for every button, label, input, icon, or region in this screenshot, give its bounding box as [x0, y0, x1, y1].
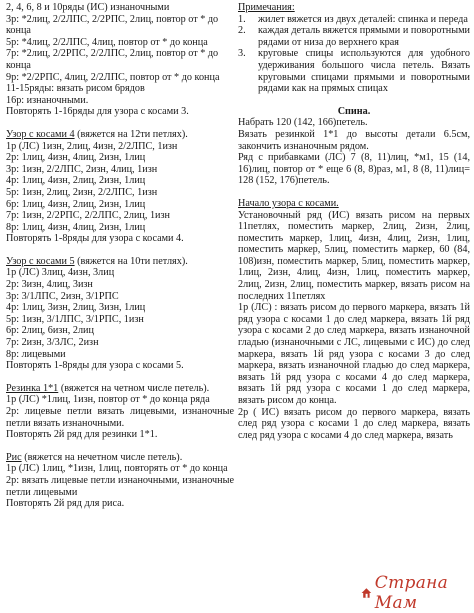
pattern-row-line: 5р: *4лиц, 2/2ЛПС, 4лиц, повтор от * до конца	[6, 36, 208, 48]
section-title-ris: Рис	[6, 451, 22, 463]
pattern-row-line: 1р (ЛС) 1изн, 2лиц, 4изн, 2/2ЛПС, 1изн	[6, 140, 178, 152]
note-item	[238, 25, 470, 48]
right-column	[238, 2, 470, 441]
pattern-row-line: 6р: 2лиц, 6изн, 2лиц	[6, 325, 94, 337]
pattern-row-line: 6р: 1лиц, 4изн, 2лиц, 2изн, 1лиц	[6, 198, 146, 210]
pattern-3-rows	[6, 2, 234, 118]
section-title-kosy-5: Узор с косами 5	[6, 255, 75, 267]
note-text: жилет вяжется из двух деталей: спинка и переда	[258, 13, 468, 25]
pattern-row-line: Повторять 1-16ряды для узора с косами 3.	[6, 106, 189, 118]
left-column	[6, 2, 234, 510]
pattern-row-line: 8р: 1лиц, 4изн, 4лиц, 2изн, 1лиц	[6, 221, 146, 233]
spinka-text	[238, 117, 470, 187]
pattern-row-line: 2, 4, 6, 8 и 10ряды (ИС) изнаночными	[6, 2, 170, 13]
pattern-row-line: 3р: *2лиц, 2/2ЛПС, 2/2РПС, 2лиц, повтор от * до конца	[6, 13, 219, 37]
section-title-spinka: Спина.	[337, 105, 371, 117]
pattern-row-line: Повторять 2й ряд для резинки 1*1.	[6, 429, 158, 441]
paragraph: 1р (ЛС) : вязать рисом до первого маркера, вязать 1й ряд узора с косами 1 до след маркера, вязать 1й ряд узора с косами 2 до след маркера, вязать изнаночной гладью (изнаночными с ЛС, лицевыми с ИС) до след маркера, вязать 1й ряд узора с косами 3 до след маркера, вязать изнаночной гладью до след маркера, вязать 1й ряд узора с косами 4 до след маркера, вязать 1й ряд узора с косами 1 до след маркера, вязать рисом до конца.	[238, 302, 470, 406]
pattern-row-line: 11-15ряды: вязать рисом 6рядов	[6, 83, 145, 95]
paragraph: Ряд с прибавками (ЛС) 7 (8, 11)лиц, *м1, 15 (14, 16)лиц, повтор от * еще 6 (8, 8)раз, м1, 8 (8, 11)лиц= 128 (152, 176)петель.	[238, 152, 470, 187]
pattern-row-line: 3р: 3/1ЛПС, 2изн, 3/1РПС	[6, 290, 119, 302]
pattern-row-line: 8р: лицевыми	[6, 348, 66, 360]
pattern-row-line: 1р (ЛС) *1лиц, 1изн, повтор от * до конца ряда	[6, 394, 210, 406]
section-title-nachalo: Начало узора с косами.	[238, 197, 339, 209]
pattern-row-line: 1р (ЛС) 1лиц, *1изн, 1лиц, повторять от * до конца	[6, 463, 228, 475]
paragraph: Набрать 120 (142, 166)петель.	[238, 117, 368, 129]
note-text: круговые спицы используются для удобного удерживания большого числа петель. Вязать круговыми спицами прямыми и поворотными рядами как на прямых спицах	[258, 48, 470, 95]
pattern-row-line: Повторять 1-8ряды для узора с косами 5.	[6, 360, 184, 372]
notes-title: Примечания:	[238, 2, 295, 13]
notes-list	[238, 14, 470, 95]
note-item	[238, 48, 470, 94]
paragraph: 2р ( ИС) вязать рисом до первого маркера, вязать след ряд узора с косами 1 до след маркера, вязать след ряд узора с косами 4 до след маркера, вязать	[238, 406, 470, 441]
pattern-row-line: 3р: 1изн, 2/2ЛПС, 2изн, 4лиц, 1изн	[6, 163, 158, 175]
pattern-ris: Рис (вяжется на нечетном числе петель). 1р (ЛС) 1лиц, *1изн, 1лиц, повторять от * до конца 2р: вязать лицевые петли изнаночными, изнаночные петли лицевыми Повторять 2й ряд для риса.	[6, 451, 234, 510]
note-item	[238, 14, 470, 26]
pattern-kosy-5: Узор с косами 5 (вяжется на 10ти петлях). 1р (ЛС) 3лиц, 4изн, 3лиц 2р: 3изн, 4лиц, 3изн 3р: 3/1ЛПС, 2изн, 3/1РПС 4р: 1лиц, 3изн, 2лиц, 3изн, 1лиц 5р: 1изн, 3/1ЛПС, 3/1РПС, 1изн 6р: 2лиц, 6изн, 2лиц 7р: 2изн, 3/3ЛС, 2изн 8р: лицевыми Повторять 1-8ряды для узора с косами 5.	[6, 256, 234, 372]
pattern-row-line: 16р: изнаночными.	[6, 94, 89, 106]
note-number: 2.	[238, 25, 246, 37]
paragraph: Вязать резинкой 1*1 до высоты детали 6.5см, закончить изнаночным рядом.	[238, 128, 470, 152]
site-watermark	[360, 573, 472, 613]
note-text: каждая деталь вяжется прямыми и поворотными рядами от низа до верхнего края	[258, 25, 470, 48]
section-title-kosy-4: Узор с косами 4	[6, 128, 75, 140]
watermark-text: Страна Мам	[374, 573, 449, 613]
pattern-row-line: 5р: 1изн, 2лиц, 2изн, 2/2ЛПС, 1изн	[6, 186, 158, 198]
pattern-row-line: 7р: *2лиц, 2/2РПС, 2/2ЛПС, 2лиц, повтор от * до конца	[6, 48, 219, 71]
note-number: 3.	[238, 48, 246, 60]
pattern-row-line: Повторять 2й ряд для риса.	[6, 498, 125, 510]
note-number: 1.	[238, 13, 246, 25]
section-title-rezinka: Резинка 1*1	[6, 382, 59, 394]
paragraph: Установочный ряд (ИС) вязать рисом на первых 11петлях, поместить маркер, 2лиц, 2изн, 2лиц, поместить маркер, 1лиц, 4изн, 4лиц, 2изн, 1лиц, поместить маркер, 5лиц, поместить маркер, 60 (84, 108)изн, поместить маркер, 5лиц, поместить маркер, 1лиц, 2изн, 4лиц, 4изн, 1лиц, поместить маркер, 2лиц, 2изн, 2лиц, поместить маркер, вязать рисом на последних 11петлях	[238, 209, 470, 302]
house-logo-icon	[360, 585, 373, 601]
pattern-row-line: Повторять 1-8ряды для узора с косами 4.	[6, 233, 184, 245]
pattern-row-line: 4р: 1лиц, 4изн, 2лиц, 2изн, 1лиц	[6, 175, 146, 187]
pattern-kosy-4: Узор с косами 4 (вяжется на 12ти петлях). 1р (ЛС) 1изн, 2лиц, 4изн, 2/2ЛПС, 1изн 2р: 1лиц, 4изн, 4лиц, 2изн, 1лиц 3р: 1изн, 2/2ЛПС, 2изн, 4лиц, 1изн 4р: 1лиц, 4изн, 2лиц, 2изн, 1лиц 5р: 1изн, 2лиц, 2изн, 2/2ЛПС, 1изн 6р: 1лиц, 4изн, 2лиц, 2изн, 1лиц 7р: 1изн, 2/2РПС, 2/2ЛПС, 2лиц, 1изн 8р: 1лиц, 4изн, 4лиц, 2изн, 1лиц Повторять 1-8ряды для узора с косами 4.	[6, 129, 234, 245]
pattern-row-line: 2р: 3изн, 4лиц, 3изн	[6, 279, 93, 291]
pattern-row-line: 2р: вязать лицевые петли изнаночными, изнаночные петли лицевыми	[6, 474, 234, 498]
pattern-row-line: 1р (ЛС) 3лиц, 4изн, 3лиц	[6, 267, 115, 279]
pattern-row-line: 2р: 1лиц, 4изн, 4лиц, 2изн, 1лиц	[6, 152, 146, 164]
pattern-row-line: 5р: 1изн, 3/1ЛПС, 3/1РПС, 1изн	[6, 313, 144, 325]
pattern-row-line: 9р: *2/2РПС, 4лиц, 2/2ЛПС, повтор от * до конца	[6, 71, 220, 83]
pattern-row-line: 4р: 1лиц, 3изн, 2лиц, 3изн, 1лиц	[6, 302, 146, 314]
pattern-row-line: 7р: 2изн, 3/3ЛС, 2изн	[6, 337, 99, 349]
nachalo-text	[238, 210, 470, 442]
pattern-row-line: 7р: 1изн, 2/2РПС, 2/2ЛПС, 2лиц, 1изн	[6, 210, 170, 222]
pattern-rezinka: Резинка 1*1 (вяжется на четном числе петель). 1р (ЛС) *1лиц, 1изн, повтор от * до конца ряда 2р: лицевые петли вязать лицевыми, изнаночные петли вязать изнаночными. Повторять 2й ряд для резинки 1*1.	[6, 382, 234, 441]
pattern-row-line: 2р: лицевые петли вязать лицевыми, изнаночные петли вязать изнаночными.	[6, 406, 234, 429]
